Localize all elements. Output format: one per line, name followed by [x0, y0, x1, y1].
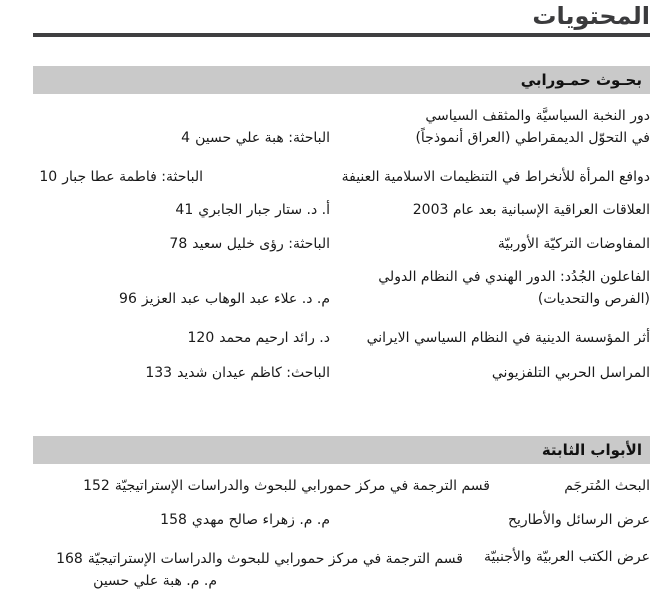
- toc-entry: [33, 509, 650, 531]
- entry-title: دوافع المرأة للأنخراط في التنظيمات الاسلامية العنيفة: [341, 169, 650, 185]
- title-rule: [33, 33, 650, 37]
- entry-author: الباحث: كاظم عيدان شديد133: [145, 365, 330, 381]
- entry-page-number: 168: [56, 551, 83, 567]
- entry-author: الباحثة: هبة علي حسين4: [181, 130, 330, 146]
- entry-page-number: 120: [187, 330, 215, 346]
- entry-author: م. د. علاء عبد الوهاب عبد العزيز96: [119, 291, 330, 307]
- toc-entry: [33, 233, 650, 255]
- entry-author-second-line: م. م. هبة علي حسين: [93, 573, 217, 589]
- entry-title: البحث المُترجَم: [564, 478, 650, 494]
- toc-entry: [33, 546, 650, 592]
- entry-author: أ. د. ستار جبار الجابري41: [175, 202, 330, 218]
- entry-title: العلاقات العراقية الإسبانية بعد عام 2003: [412, 202, 650, 218]
- entry-author: د. رائد ارحيم محمد120: [187, 330, 330, 346]
- section-header-research: بحـوث حمـورابي: [33, 66, 650, 94]
- toc-entry: [33, 199, 650, 221]
- entry-author: الباحثة: رؤى خليل سعيد78: [169, 236, 330, 252]
- toc-entry: [33, 362, 650, 384]
- entry-title: عرض الكتب العربيّة والأجنبيّة: [484, 549, 650, 565]
- entry-title: المراسل الحربي التلفزيوني: [491, 365, 650, 381]
- toc-entry: [33, 166, 650, 188]
- entry-title: عرض الرسائل والأطاريح: [507, 512, 650, 528]
- toc-entry: [33, 105, 650, 149]
- toc-entry: [33, 475, 650, 497]
- entry-page-number: 133: [145, 365, 173, 381]
- entry-author: قسم الترجمة في مركز حمورابي للبحوث والدراسات الإستراتيجيّة152: [83, 478, 490, 494]
- entry-page-number: 96: [119, 291, 137, 307]
- toc-entry: [33, 266, 650, 310]
- entry-page-number: 41: [175, 202, 194, 218]
- entry-page-number: 152: [83, 478, 110, 494]
- entry-page-number: 10: [39, 169, 58, 185]
- entry-title: الفاعلون الجُدُد: الدور الهندي في النظام الدولي (الفرص والتحديات): [378, 269, 650, 307]
- entry-author: قسم الترجمة في مركز حمورابي للبحوث والدراسات الإستراتيجيّة168 م. م. هبة علي حسين: [33, 548, 463, 592]
- toc-entry: [33, 327, 650, 349]
- entry-title: أثر المؤسسة الدينية في النظام السياسي الايراني: [366, 330, 650, 346]
- entry-page-number: 158: [160, 512, 187, 528]
- entry-title: دور النخبة السياسيَّة والمثقف السياسي في التحوّل الديمقراطي (العراق أنموذجاً): [415, 108, 650, 146]
- entry-page-number: 4: [181, 130, 191, 146]
- entry-author: الباحثة: فاطمة عطا جبار10: [39, 169, 203, 185]
- page-title: المحتويات: [532, 2, 650, 30]
- entry-author: م. م. زهراء صالح مهدي158: [160, 512, 330, 528]
- entry-page-number: 78: [169, 236, 188, 252]
- section-header-fixed-sections: الأبواب الثابتة: [33, 436, 650, 464]
- entry-title: المفاوضات التركيّة الأوربيّة: [497, 236, 650, 252]
